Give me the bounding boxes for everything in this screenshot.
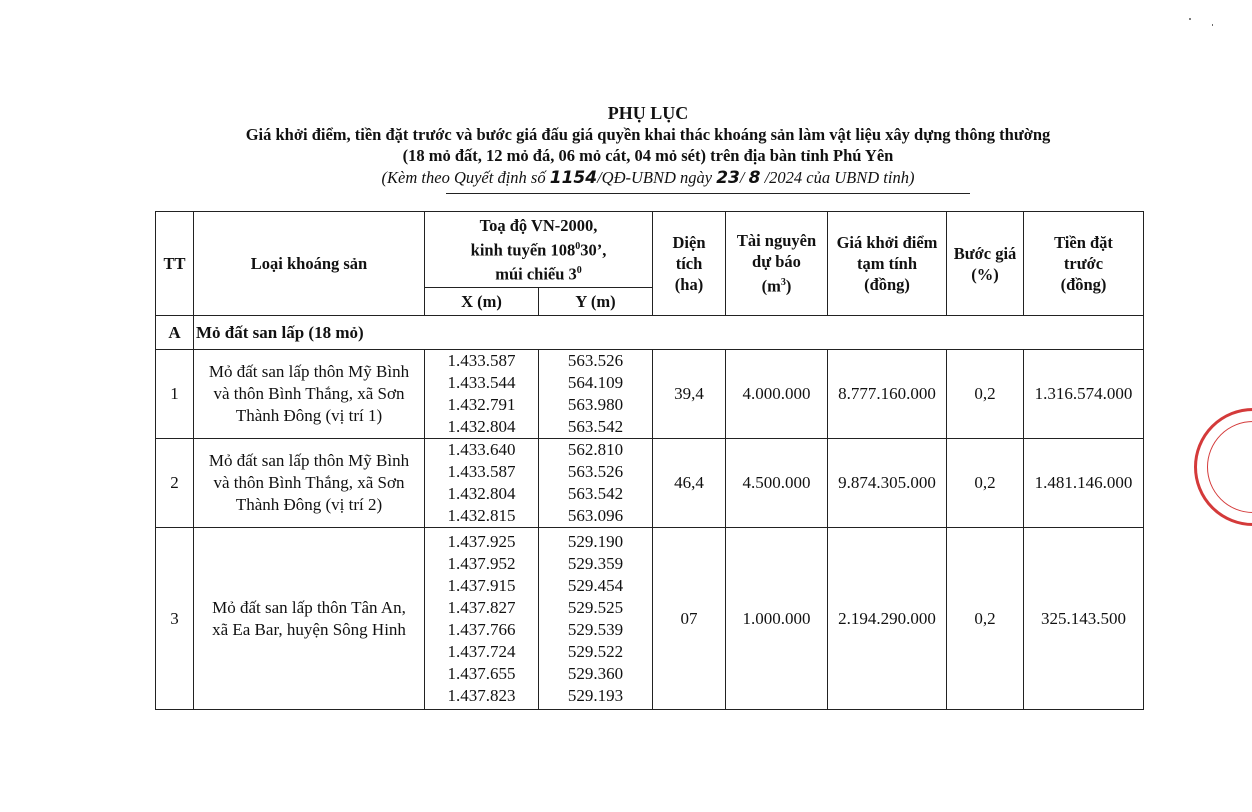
row-y-coords: 529.190 529.359 529.454 529.525 529.539 529.522 529.360 529.193 xyxy=(539,528,653,710)
handwritten-day: 23 xyxy=(716,168,740,188)
reference-underline xyxy=(446,193,970,194)
section-label: A xyxy=(156,316,194,350)
row-dien-tich: 46,4 xyxy=(653,439,726,528)
subtitle-line-2: (18 mỏ đất, 12 mỏ đá, 06 mỏ cát, 04 mỏ sét) trên địa bàn tỉnh Phú Yên xyxy=(402,146,894,165)
row-mine-name: Mỏ đất san lấp thôn Tân An, xã Ea Bar, huyện Sông Hinh xyxy=(194,528,425,710)
row-y-coords: 563.526 564.109 563.980 563.542 xyxy=(539,350,653,439)
table-row xyxy=(156,439,1144,528)
row-tt: 1 xyxy=(156,350,194,439)
row-buoc-gia: 0,2 xyxy=(947,350,1024,439)
col-header-toa-do: Toạ độ VN-2000, kinh tuyến $108^030$’, múi chiếu $3^0$ xyxy=(425,212,653,288)
document-header xyxy=(0,102,1252,189)
section-title: Mỏ đất san lấp (18 mỏ) xyxy=(194,316,1144,350)
section-row xyxy=(156,316,1144,350)
row-tai-nguyen: 4.000.000 xyxy=(726,350,828,439)
table-row xyxy=(156,350,1144,439)
row-mine-name: Mỏ đất san lấp thôn Mỹ Bình và thôn Bình Thắng, xã Sơn Thành Đông (vị trí 2) xyxy=(194,439,425,528)
decision-reference: (Kèm theo Quyết định số 1154/QĐ-UBND ngày 23/ 8 /2024 của UBND tỉnh) xyxy=(381,168,915,188)
row-x-coords: 1.433.587 1.433.544 1.432.791 1.432.804 xyxy=(425,350,539,439)
row-tien-dat-truoc: 325.143.500 xyxy=(1024,528,1144,710)
row-gia-khoi-diem: 8.777.160.000 xyxy=(828,350,947,439)
scan-speck xyxy=(1189,18,1191,20)
row-buoc-gia: 0,2 xyxy=(947,439,1024,528)
col-header-dien-tich: Diện tích (ha) xyxy=(653,212,726,316)
col-header-tt: TT xyxy=(156,212,194,316)
row-x-coords: 1.433.640 1.433.587 1.432.804 1.432.815 xyxy=(425,439,539,528)
row-y-coords: 562.810 563.526 563.542 563.096 xyxy=(539,439,653,528)
handwritten-month: 8 xyxy=(748,168,761,188)
row-buoc-gia: 0,2 xyxy=(947,528,1024,710)
seal-stamp-icon xyxy=(1194,408,1252,526)
handwritten-decision-number: 1154 xyxy=(549,168,598,188)
auction-price-table xyxy=(155,211,1144,710)
row-gia-khoi-diem: 9.874.305.000 xyxy=(828,439,947,528)
col-header-y: Y (m) xyxy=(539,288,653,316)
col-header-buoc-gia: Bước giá (%) xyxy=(947,212,1024,316)
row-mine-name: Mỏ đất san lấp thôn Mỹ Bình và thôn Bình Thắng, xã Sơn Thành Đông (vị trí 1) xyxy=(194,350,425,439)
row-tien-dat-truoc: 1.316.574.000 xyxy=(1024,350,1144,439)
row-tai-nguyen: 1.000.000 xyxy=(726,528,828,710)
row-dien-tich: 39,4 xyxy=(653,350,726,439)
col-header-gia-khoi-diem: Giá khởi điểm tạm tính (đồng) xyxy=(828,212,947,316)
col-header-tai-nguyen: Tài nguyên dự báo $(m^3)$ xyxy=(726,212,828,316)
row-gia-khoi-diem: 2.194.290.000 xyxy=(828,528,947,710)
col-header-tien-dat-truoc: Tiền đặt trước (đồng) xyxy=(1024,212,1144,316)
subtitle-line-1: Giá khởi điểm, tiền đặt trước và bước giá đấu giá quyền khai thác khoáng sản làm vật liệu xây dựng thông thường xyxy=(245,125,1051,144)
table-row xyxy=(156,528,1144,710)
row-tai-nguyen: 4.500.000 xyxy=(726,439,828,528)
col-header-loai-khoang-san: Loại khoáng sản xyxy=(194,212,425,316)
row-dien-tich: 07 xyxy=(653,528,726,710)
page-title: PHỤ LỤC xyxy=(607,103,689,123)
scan-speck xyxy=(1212,24,1213,26)
row-tt: 2 xyxy=(156,439,194,528)
row-tien-dat-truoc: 1.481.146.000 xyxy=(1024,439,1144,528)
col-header-x: X (m) xyxy=(425,288,539,316)
row-x-coords: 1.437.925 1.437.952 1.437.915 1.437.827 1.437.766 1.437.724 1.437.655 1.437.823 xyxy=(425,528,539,710)
header-row xyxy=(156,212,1144,288)
row-tt: 3 xyxy=(156,528,194,710)
